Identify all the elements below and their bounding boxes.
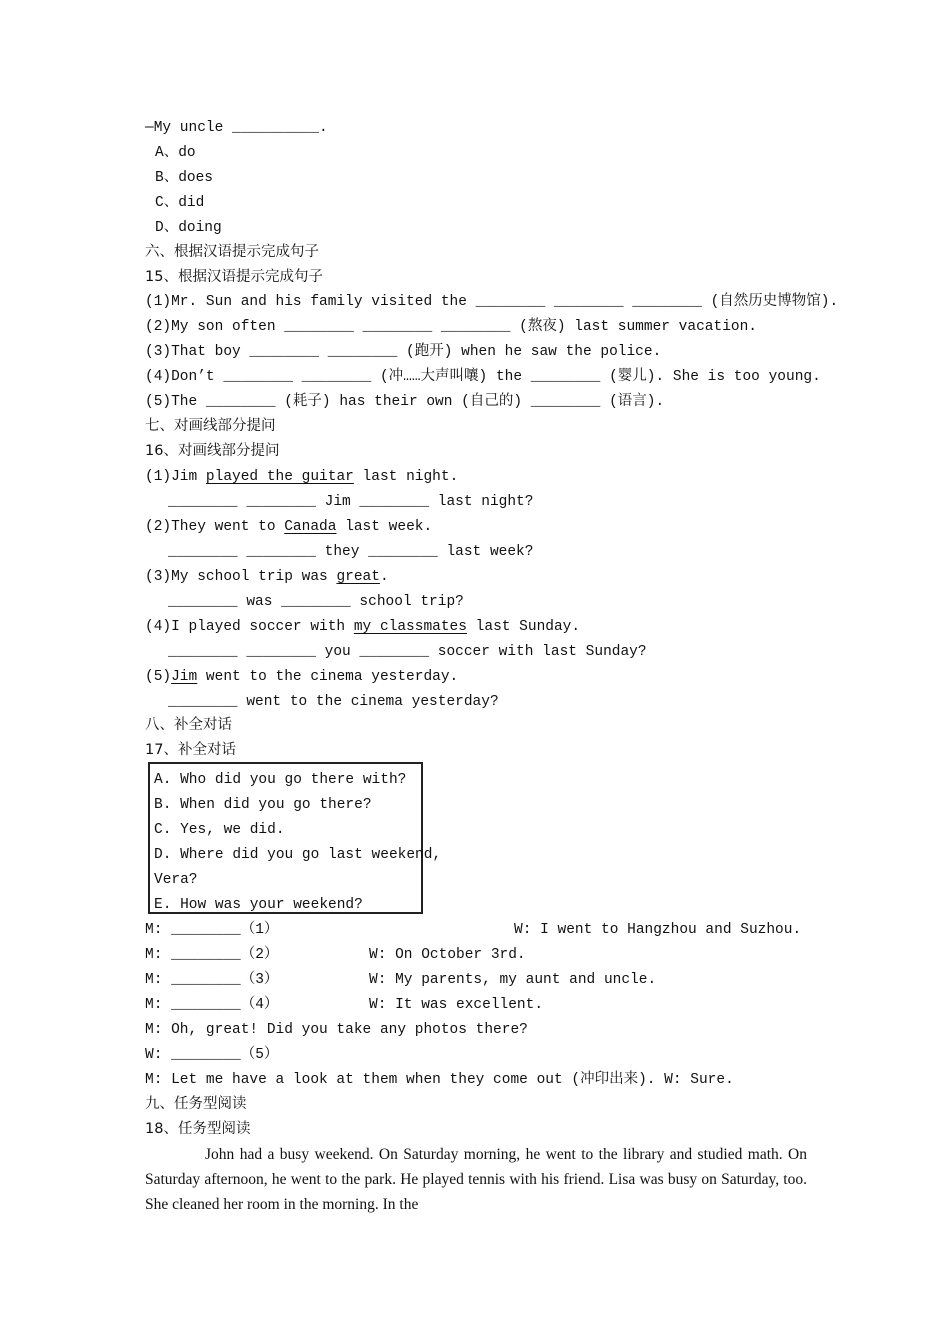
dialogue-line-1 xyxy=(145,920,802,940)
item-text: (4)I played soccer with xyxy=(145,619,354,635)
dialogue-w: W: My parents, my aunt and uncle. xyxy=(369,972,657,988)
item-text: (2)They went to xyxy=(145,519,285,535)
section7-answer-5: ________ went to the cinema yesterday? xyxy=(168,694,499,710)
box-option-c: C. Yes, we did. xyxy=(154,822,285,838)
underlined-part: played the guitar xyxy=(205,469,354,485)
underlined-part: my classmates xyxy=(353,619,467,635)
section7-item-1 xyxy=(145,467,458,487)
section7-answer-2: ________ ________ they ________ last week? xyxy=(168,544,534,560)
box-option-a: A. Who did you go there with? xyxy=(154,772,407,788)
q14-option-a: A、do xyxy=(155,145,196,161)
section7-answer-1: ________ ________ Jim ________ last night? xyxy=(168,494,534,510)
dialogue-tail-2: W: ________（5） xyxy=(145,1047,279,1063)
dialogue-m: M: ________（2） xyxy=(145,947,279,963)
section7-item-3 xyxy=(145,567,389,587)
dialogue-line-4 xyxy=(145,995,544,1015)
item-text: last night. xyxy=(353,469,459,485)
section6-item-2: (2)My son often ________ ________ ________ (熬夜) last summer vacation. xyxy=(145,319,757,335)
section6-title: 六、根据汉语提示完成句子 xyxy=(145,244,319,260)
section6-item-1: (1)Mr. Sun and his family visited the ________ ________ ________ (自然历史博物馆). xyxy=(145,294,839,310)
section6-question: 15、根据汉语提示完成句子 xyxy=(145,269,323,285)
item-text: . xyxy=(379,569,389,585)
q14-option-c: C、did xyxy=(155,195,205,211)
section9-title: 九、任务型阅读 xyxy=(145,1096,247,1112)
section7-answer-4: ________ ________ you ________ soccer with last Sunday? xyxy=(168,644,647,660)
dialogue-tail-1: M: Oh, great! Did you take any photos there? xyxy=(145,1022,528,1038)
underlined-part: great xyxy=(336,569,380,585)
section8-question: 17、补全对话 xyxy=(145,742,236,758)
dialogue-line-2 xyxy=(145,945,526,965)
dialogue-w: W: On October 3rd. xyxy=(369,947,526,963)
section6-item-5: (5)The ________ (耗子) has their own (自己的) ________ (语言). xyxy=(145,394,665,410)
item-text: last week. xyxy=(336,519,433,535)
item-text: went to the cinema yesterday. xyxy=(197,669,459,685)
section7-item-4 xyxy=(145,617,580,637)
options-box xyxy=(148,762,442,914)
item-text: last Sunday. xyxy=(466,619,581,635)
box-option-d-cont: Vera? xyxy=(154,872,198,888)
q14-option-d: D、doing xyxy=(155,220,222,236)
dialogue-m: M: ________（1） xyxy=(145,922,279,938)
box-option-e: E. How was your weekend? xyxy=(154,897,363,913)
dialogue-tail-3: M: Let me have a look at them when they come out (冲印出来). W: Sure. xyxy=(145,1072,734,1088)
box-option-d: D. Where did you go last weekend, xyxy=(154,847,442,863)
section6-item-4: (4)Don’t ________ ________ (冲……大声叫嚷) the ________ (婴儿). She is too young. xyxy=(145,369,821,385)
section7-answer-3: ________ was ________ school trip? xyxy=(168,594,464,610)
q14-option-b: B、does xyxy=(155,170,214,186)
item-text: (5) xyxy=(145,669,172,685)
dialogue-w: W: I went to Hangzhou and Suzhou. xyxy=(514,922,802,938)
dialogue-m: M: ________（4） xyxy=(145,997,279,1013)
section7-item-5 xyxy=(145,667,458,687)
dialogue-line-3 xyxy=(145,970,657,990)
section7-item-2 xyxy=(145,517,432,537)
box-option-b: B. When did you go there? xyxy=(154,797,372,813)
section7-title: 七、对画线部分提问 xyxy=(145,418,276,434)
section6-item-3: (3)That boy ________ ________ (跑开) when he saw the police. xyxy=(145,344,662,360)
item-text: (1)Jim xyxy=(145,469,206,485)
dialogue-w: W: It was excellent. xyxy=(369,997,544,1013)
dialogue-m: M: ________（3） xyxy=(145,972,279,988)
underlined-part: Canada xyxy=(284,519,337,535)
item-text: (3)My school trip was xyxy=(145,569,337,585)
reading-passage: John had a busy weekend. On Saturday morning, he went to the library and studied math. On Saturday afternoon, he went to the park. He played tennis with his friend. Lisa was busy on Saturday, too. She cleaned her room in the morning. In the xyxy=(145,1146,807,1213)
section8-title: 八、补全对话 xyxy=(145,717,232,733)
q14-answer-line: —My uncle __________. xyxy=(145,120,328,136)
section7-question: 16、对画线部分提问 xyxy=(145,443,280,459)
underlined-part: Jim xyxy=(171,669,198,685)
section9-question: 18、任务型阅读 xyxy=(145,1121,251,1137)
